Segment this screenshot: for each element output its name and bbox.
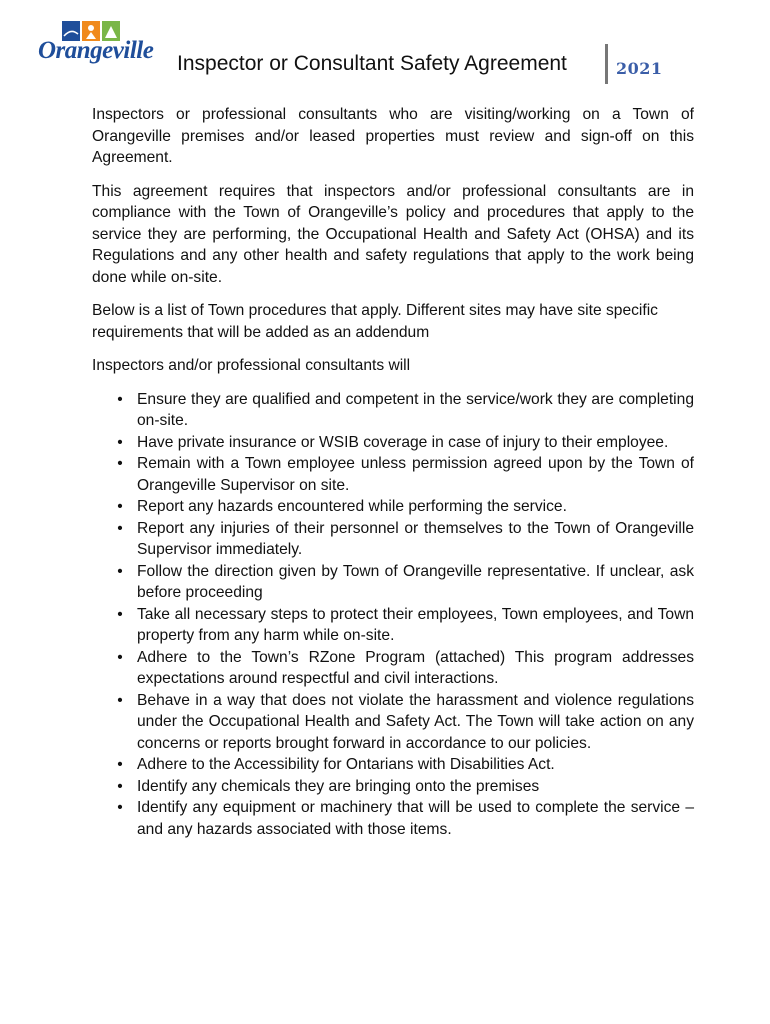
- bullet-icon: •: [117, 519, 123, 537]
- list-item: • Identify any chemicals they are bringing onto the premises: [92, 776, 694, 798]
- bullet-icon: •: [117, 498, 123, 515]
- list-item: • Report any injuries of their personnel or themselves to the Town of Orangeville Supervisor immediately.: [92, 518, 694, 561]
- bullet-icon: •: [117, 648, 123, 666]
- bullet-icon: •: [117, 756, 123, 773]
- requirements-list: [92, 389, 694, 841]
- compliance-paragraph: This agreement requires that inspectors and/or professional consultants are in compliance with the Town of Orangeville’s policy and procedures that apply to the service they are performing, the Occupational Health and Safety Act (OHSA) and its Regulations and any other health and safety regulations that apply to the work being done while on-site.: [92, 182, 694, 286]
- logo-wordmark: Orangeville: [38, 37, 154, 64]
- title-divider: [605, 44, 608, 84]
- page-title: Inspector or Consultant Safety Agreement: [177, 52, 567, 75]
- bullet-icon: •: [117, 605, 123, 623]
- list-item: • Report any hazards encountered while performing the service.: [92, 496, 694, 518]
- list-item: • Adhere to the Accessibility for Ontarians with Disabilities Act.: [92, 754, 694, 776]
- intro-paragraph: Inspectors or professional consultants who are visiting/working on a Town of Orangeville premises and/or leased properties must review and sign-off on this Agreement.: [92, 106, 694, 166]
- bullet-icon: •: [117, 455, 123, 472]
- list-item: • Behave in a way that does not violate the harassment and violence regulations under the Occupational Health and Safety Act. The Town will take action on any concerns or reports brought forward in accordance to our policies.: [92, 690, 694, 755]
- bullet-icon: •: [117, 691, 123, 709]
- town-logo: [38, 20, 154, 72]
- list-item: • Have private insurance or WSIB coverage in case of injury to their employee.: [92, 432, 694, 454]
- list-item: • Remain with a Town employee unless permission agreed upon by the Town of Orangeville Supervisor on site.: [92, 453, 694, 496]
- list-item: • Follow the direction given by Town of Orangeville representative. If unclear, ask before proceeding: [92, 561, 694, 604]
- bullet-icon: •: [117, 390, 123, 408]
- bullet-icon: •: [117, 799, 123, 816]
- document-year: 2021: [616, 59, 663, 78]
- procedures-paragraph: Below is a list of Town procedures that apply. Different sites may have site specific requirements that will be added as an addendum: [92, 302, 658, 341]
- bullet-icon: •: [117, 433, 123, 451]
- document-body: [92, 104, 694, 840]
- list-item: • Adhere to the Town’s RZone Program (attached) This program addresses expectations around respectful and civil interactions.: [92, 647, 694, 690]
- list-intro: Inspectors and/or professional consultants will: [92, 357, 411, 374]
- bullet-icon: •: [117, 562, 123, 580]
- list-item: • Ensure they are qualified and competent in the service/work they are completing on-site.: [92, 389, 694, 432]
- bullet-icon: •: [117, 777, 123, 795]
- list-item: • Identify any equipment or machinery that will be used to complete the service – and any hazards associated with those items.: [92, 797, 694, 840]
- list-item: • Take all necessary steps to protect their employees, Town employees, and Town property from any harm while on-site.: [92, 604, 694, 647]
